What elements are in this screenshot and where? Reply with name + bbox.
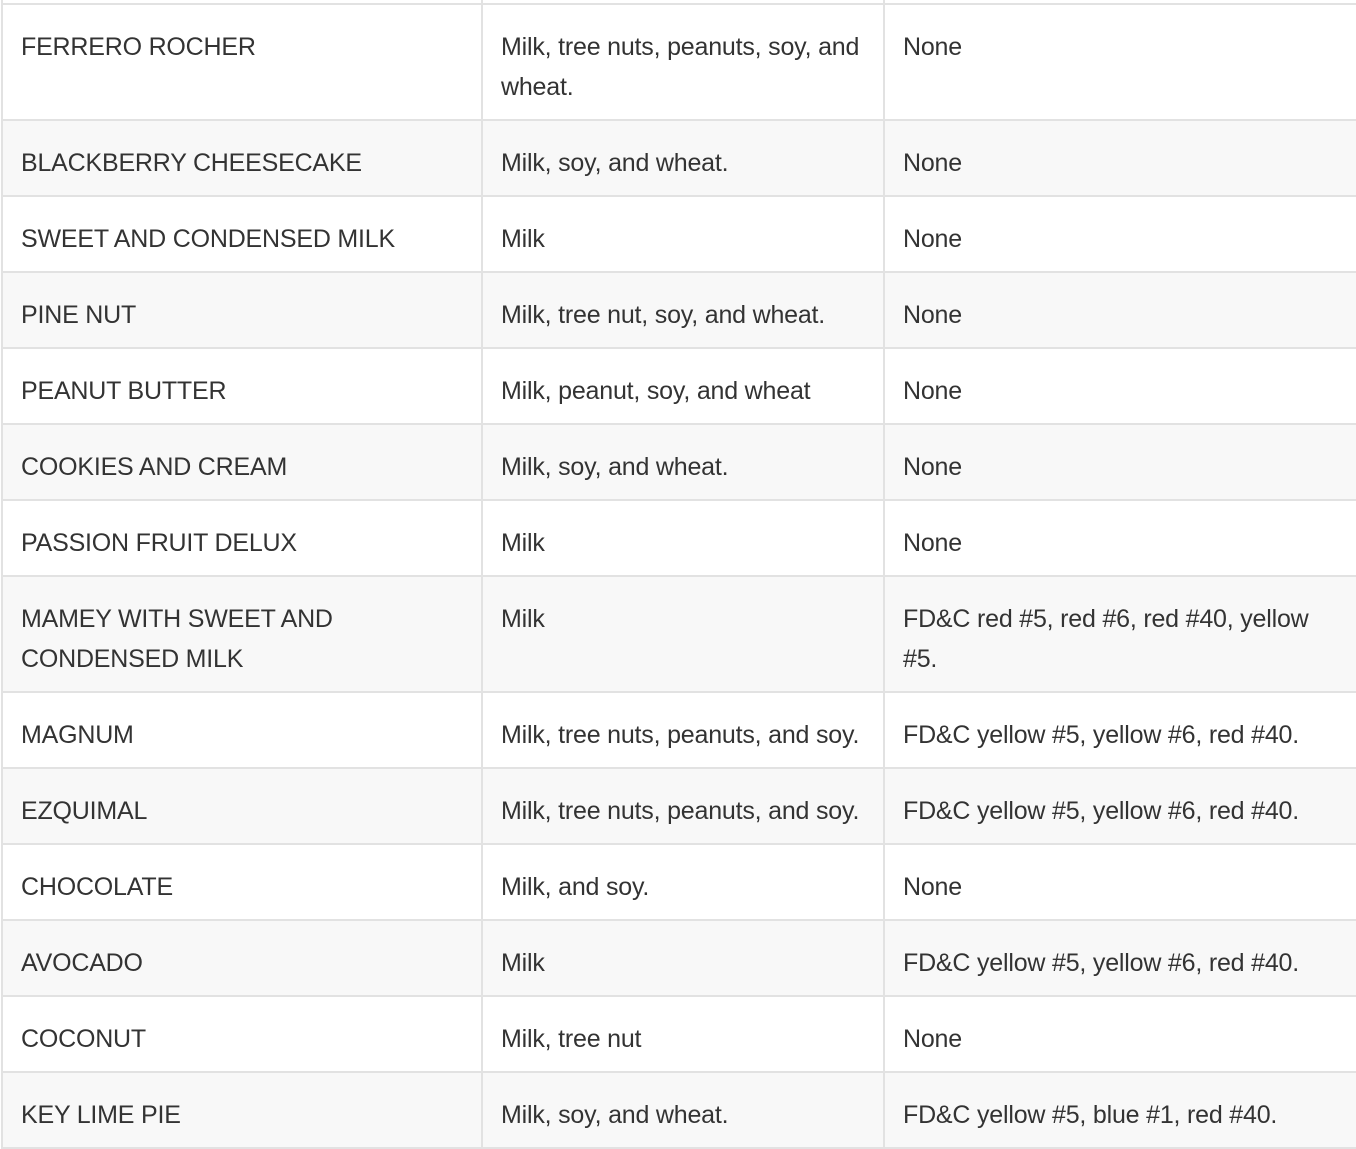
allergens-cell: Milk, soy, and wheat. bbox=[482, 424, 884, 500]
flavor-cell: COCONUT bbox=[2, 996, 482, 1072]
allergens-cell: Milk bbox=[482, 500, 884, 576]
flavor-cell: SWEET AND CONDENSED MILK bbox=[2, 196, 482, 272]
table-row bbox=[2, 692, 1356, 768]
colorants-cell: FD&C yellow #5, blue #1, red #40. bbox=[884, 1072, 1356, 1148]
flavor-cell: CHOCOLATE bbox=[2, 844, 482, 920]
flavor-cell: KEY LIME PIE bbox=[2, 1072, 482, 1148]
table-row bbox=[2, 348, 1356, 424]
colorants-cell: FD&C yellow #5, yellow #6, red #40. bbox=[884, 768, 1356, 844]
flavor-cell: COOKIES AND CREAM bbox=[2, 424, 482, 500]
allergens-cell: Milk, peanut, soy, and wheat bbox=[482, 348, 884, 424]
colorants-cell: None bbox=[884, 424, 1356, 500]
table-row bbox=[2, 272, 1356, 348]
flavor-cell: PEANUT BUTTER bbox=[2, 348, 482, 424]
colorants-cell: None bbox=[884, 196, 1356, 272]
colorants-cell: None bbox=[884, 272, 1356, 348]
allergens-cell: Milk, tree nuts, peanuts, soy, and wheat. bbox=[482, 4, 884, 120]
table-row bbox=[2, 844, 1356, 920]
allergen-table-container bbox=[1, 0, 1356, 1149]
colorants-cell: None bbox=[884, 348, 1356, 424]
allergens-cell: Milk, tree nuts, peanuts, and soy. bbox=[482, 768, 884, 844]
allergens-cell: Milk, soy, and wheat. bbox=[482, 120, 884, 196]
allergens-cell: Milk, and soy. bbox=[482, 844, 884, 920]
table-row bbox=[2, 996, 1356, 1072]
flavor-cell: AVOCADO bbox=[2, 920, 482, 996]
table-row bbox=[2, 424, 1356, 500]
table-row bbox=[2, 120, 1356, 196]
allergens-cell: Milk, soy, and wheat. bbox=[482, 1072, 884, 1148]
table-row bbox=[2, 1072, 1356, 1148]
table-row bbox=[2, 576, 1356, 692]
flavor-cell: FERRERO ROCHER bbox=[2, 4, 482, 120]
colorants-cell: FD&C yellow #5, yellow #6, red #40. bbox=[884, 920, 1356, 996]
allergen-table bbox=[1, 0, 1356, 1149]
allergens-cell: Milk bbox=[482, 196, 884, 272]
allergens-cell: Milk bbox=[482, 576, 884, 692]
flavor-cell: PINE NUT bbox=[2, 272, 482, 348]
flavor-cell: EZQUIMAL bbox=[2, 768, 482, 844]
colorants-cell: None bbox=[884, 120, 1356, 196]
table-row bbox=[2, 4, 1356, 120]
table-row bbox=[2, 196, 1356, 272]
allergens-cell: Milk, tree nut bbox=[482, 996, 884, 1072]
colorants-cell: FD&C red #5, red #6, red #40, yellow #5. bbox=[884, 576, 1356, 692]
table-row bbox=[2, 768, 1356, 844]
colorants-cell: None bbox=[884, 844, 1356, 920]
colorants-cell: None bbox=[884, 996, 1356, 1072]
allergens-cell: Milk, tree nuts, peanuts, and soy. bbox=[482, 692, 884, 768]
colorants-cell: FD&C yellow #5, yellow #6, red #40. bbox=[884, 692, 1356, 768]
flavor-cell: MAGNUM bbox=[2, 692, 482, 768]
table-row bbox=[2, 500, 1356, 576]
colorants-cell: None bbox=[884, 500, 1356, 576]
flavor-cell: MAMEY WITH SWEET AND CONDENSED MILK bbox=[2, 576, 482, 692]
flavor-cell: PASSION FRUIT DELUX bbox=[2, 500, 482, 576]
colorants-cell: None bbox=[884, 4, 1356, 120]
allergens-cell: Milk bbox=[482, 920, 884, 996]
allergens-cell: Milk, tree nut, soy, and wheat. bbox=[482, 272, 884, 348]
table-row bbox=[2, 920, 1356, 996]
flavor-cell: BLACKBERRY CHEESECAKE bbox=[2, 120, 482, 196]
